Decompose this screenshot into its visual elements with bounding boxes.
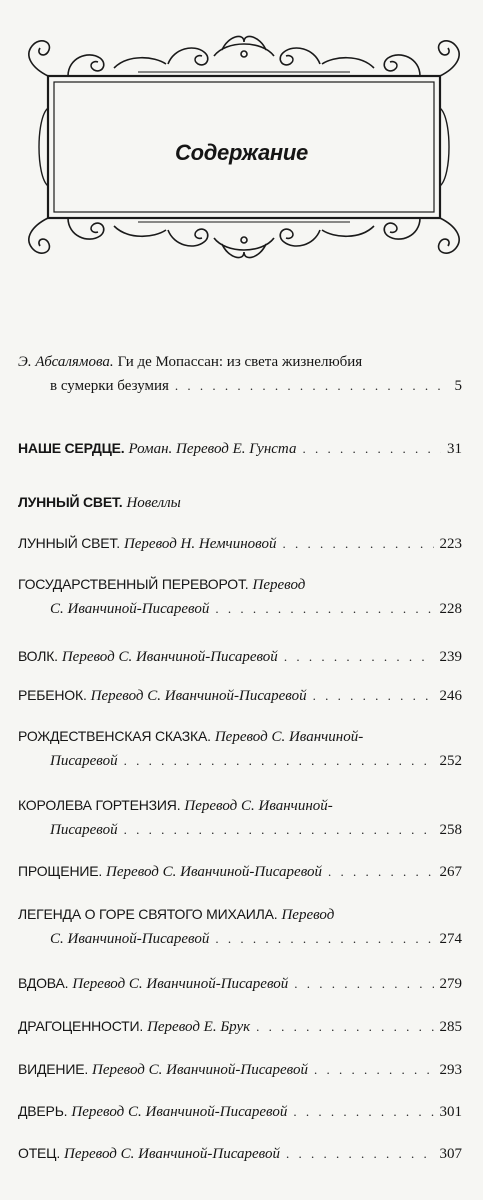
toc-entry-novel[interactable]: [18, 439, 462, 459]
toc-entry[interactable]: [18, 862, 462, 882]
entry-title: РЕБЕНОК.: [18, 687, 87, 703]
toc-entry[interactable]: [18, 1017, 462, 1037]
page-number: 301: [439, 1104, 462, 1120]
section-subtitle: Новеллы: [126, 495, 181, 511]
entry-title: ВДОВА.: [18, 975, 69, 991]
entry-title: ГОСУДАРСТВЕННЫЙ ПЕРЕВОРОТ.: [18, 576, 249, 592]
toc-entry[interactable]: [18, 796, 462, 840]
page-number: 31: [447, 441, 462, 457]
entry-subtitle: Перевод Н. Немчиновой: [123, 536, 277, 552]
entry-title: ДВЕРЬ.: [18, 1103, 68, 1119]
toc-entry[interactable]: [18, 575, 462, 619]
entry-author: Э. Абсалямова.: [18, 354, 114, 370]
entry-title: Ги де Мопассан: из света жизнелюбия: [117, 354, 363, 370]
leader-dots: [124, 820, 434, 839]
page-title: Содержание: [175, 140, 308, 165]
leader-dots: [314, 1060, 434, 1079]
toc-entry[interactable]: [18, 686, 462, 706]
entry-title: КОРОЛЕВА ГОРТЕНЗИЯ.: [18, 797, 181, 813]
entry-subtitle: Перевод С. Иванчиной-Писаревой: [71, 1104, 288, 1120]
entry-subtitle: Перевод С. Иванчиной-Писаревой: [92, 1062, 308, 1078]
leader-dots: [302, 439, 441, 458]
entry-subtitle: Перевод С. Иванчиной-Писаревой: [61, 649, 278, 665]
page-number: 246: [439, 688, 462, 704]
toc-entry[interactable]: [18, 1144, 462, 1164]
entry-title: ЛЕГЕНДА О ГОРЕ СВЯТОГО МИХАИЛА.: [18, 906, 278, 922]
entry-subtitle-cont: С. Иванчиной-Писаревой: [50, 931, 210, 947]
leader-dots: [215, 599, 433, 618]
entry-subtitle: Перевод С. Иванчиной-: [184, 798, 333, 814]
toc-entry-intro[interactable]: [18, 353, 462, 396]
entry-subtitle: Перевод Е. Брук: [147, 1019, 251, 1035]
entry-subtitle-cont: Писаревой: [50, 822, 118, 838]
page-number: 293: [439, 1062, 462, 1078]
leader-dots: [284, 647, 434, 666]
page-number: 228: [439, 601, 462, 617]
entry-title: ЛУННЫЙ СВЕТ.: [18, 535, 120, 551]
entry-subtitle-cont: С. Иванчиной-Писаревой: [50, 601, 210, 617]
page-number: 5: [454, 378, 462, 394]
toc-entry[interactable]: [18, 1060, 462, 1080]
toc-entry[interactable]: [18, 974, 462, 994]
entry-subtitle: Перевод С. Иванчиной-Писаревой: [64, 1146, 280, 1162]
page-number: 223: [439, 536, 462, 552]
page-number: 239: [439, 649, 462, 665]
leader-dots: [175, 376, 449, 395]
entry-title: НАШЕ СЕРДЦЕ.: [18, 440, 125, 456]
leader-dots: [328, 862, 433, 881]
page-number: 285: [439, 1019, 462, 1035]
entry-subtitle: Перевод: [252, 577, 306, 593]
toc-entry[interactable]: [18, 727, 462, 771]
page-number: 307: [439, 1146, 462, 1162]
section-title: ЛУННЫЙ СВЕТ.: [18, 494, 123, 510]
entry-subtitle: Перевод: [281, 907, 335, 923]
toc-section-heading: [18, 493, 462, 513]
leader-dots: [313, 686, 434, 705]
leader-dots: [286, 1144, 434, 1163]
entry-title: ОТЕЦ.: [18, 1145, 61, 1161]
leader-dots: [215, 929, 433, 948]
toc-entry[interactable]: [18, 1102, 462, 1122]
toc-entry[interactable]: [18, 647, 462, 667]
leader-dots: [256, 1017, 433, 1036]
entry-title: РОЖДЕСТВЕНСКАЯ СКАЗКА.: [18, 728, 211, 744]
entry-title: ДРАГОЦЕННОСТИ.: [18, 1018, 144, 1034]
toc-entry[interactable]: [18, 905, 462, 949]
entry-subtitle: Перевод С. Иванчиной-: [214, 729, 364, 745]
toc-entry[interactable]: [18, 534, 462, 554]
entry-subtitle: Перевод С. Иванчиной-Писаревой: [90, 688, 307, 704]
leader-dots: [294, 974, 433, 993]
page-number: 274: [439, 931, 462, 947]
page-number: 258: [439, 822, 462, 838]
entry-title: ВИДЕНИЕ.: [18, 1061, 89, 1077]
leader-dots: [282, 534, 433, 553]
entry-title: ПРОЩЕНИЕ.: [18, 863, 103, 879]
leader-dots: [293, 1102, 433, 1121]
entry-subtitle: Роман. Перевод Е. Гунста: [128, 441, 297, 457]
page-number: 252: [439, 753, 462, 769]
entry-title: ВОЛК.: [18, 648, 58, 664]
entry-subtitle: Перевод С. Иванчиной-Писаревой: [106, 864, 323, 880]
page-number: 267: [439, 864, 462, 880]
leader-dots: [124, 751, 434, 770]
page-number: 279: [439, 976, 462, 992]
entry-subtitle: Перевод С. Иванчиной-Писаревой: [72, 976, 289, 992]
entry-subtitle-cont: Писаревой: [50, 753, 118, 769]
entry-title-cont: в сумерки безумия: [50, 378, 169, 394]
